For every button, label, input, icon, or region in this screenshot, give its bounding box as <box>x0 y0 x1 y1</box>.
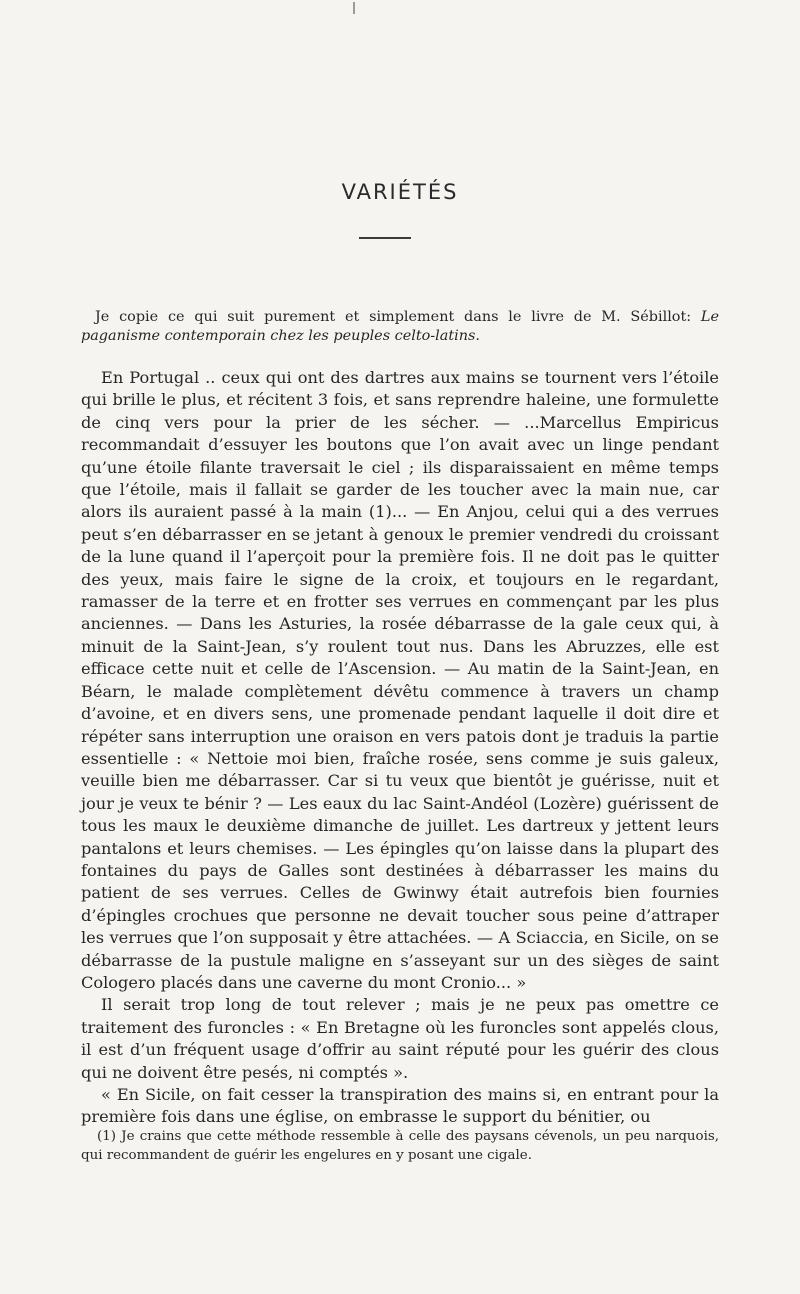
paragraph-3: « En Sicile, on fait cesser la transpiration des mains si, en entrant pour la première fois dans une église, on embrasse le support du bénitier, ou <box>81 1085 719 1127</box>
page-title: VARIÉTÉS <box>341 180 459 204</box>
intro-text: Je copie ce qui suit purement et simplement dans le livre de M. Sébillot: <box>95 309 701 325</box>
book-title: Le paganisme contemporain chez les peuples celto-latins. <box>81 309 719 344</box>
footnote: (1) Je crains que cette méthode ressemble à celle des paysans cévenols, un peu narquois, qui recommandent de guérir les engelures en y posant une cigale. <box>81 1129 719 1163</box>
paragraph-1: En Portugal .. ceux qui ont des dartres aux mains se tournent vers l’étoile qui brille le plus, et récitent 3 fois, et sans reprendre haleine, une formulette de cinq vers pour la prier de les sécher. — ...Marcellus Empiricus recommandait d’essuyer les boutons que l’on avait avec un linge pendant qu’une étoile filante traversait le ciel ; ils disparaissaient en même temps que l’étoile, mais il fallait se garder de les toucher avec la main nue, car alors ils auraient passé à la main (1)... — En Anjou, celui qui a des verrues peut s’en débarrasser en se jetant à genoux le premier vendredi du croissant de la lune quand il l’aperçoit pour la première fois. Il ne doit pas le quitter des yeux, mais faire le signe de la croix, et toujours en le regardant, ramasser de la terre et en frotter ses verrues en commençant par les plus anciennes. — Dans les Asturies, la rosée débarrasse de la gale ceux qui, à minuit de la Saint-Jean, s’y roulent tout nus. Dans les Abruzzes, elle est efficace cette nuit et celle de l’Ascension. — Au matin de la Saint-Jean, en Béarn, le malade complètement dévêtu commence à travers un champ d’avoine, et en divers sens, une promenade pendant laquelle il doit dire et répéter sans interruption une oraison en vers patois dont je traduis la partie essentielle : « Nettoie moi bien, fraîche rosée, sens comme je suis galeux, veuille bien me débarrasser. Car si tu veux que bientôt je guérisse, nuit et jour je veux te bénir ? — Les eaux du lac Saint-Andéol (Lozère) guérissent de tous les maux le deuxième dimanche de juillet. Les dartreux y jettent leurs pantalons et leurs chemises. — Les épingles qu’on laisse dans la plupart des fontaines du pays de Galles sont destinées à débarrasser les mains du patient de ses verrues. Celles de Gwinwy était autrefois bien fournies d’épingles crochues que personne ne devait toucher sous peine d’attraper les verrues que l’on supposait y être attachées. — A Sciaccia, en Sicile, on se débarrasse de la pustule maligne en s’asseyant sur un des sièges de saint Cologero placés dans une caverne du mont Cronio... » <box>81 368 719 992</box>
title-rule <box>359 237 411 239</box>
paragraph-2: Il serait trop long de tout relever ; mais je ne peux pas omettre ce traitement des furoncles : « En Bretagne où les furoncles sont appelés clous, il est d’un fréquent usage d’offrir au saint réputé pour les guérir des clous qui ne doivent être pesés, ni comptés ». <box>81 995 719 1082</box>
stray-ink-mark <box>353 2 355 14</box>
main-text <box>81 367 719 1129</box>
intro-note <box>81 308 719 346</box>
